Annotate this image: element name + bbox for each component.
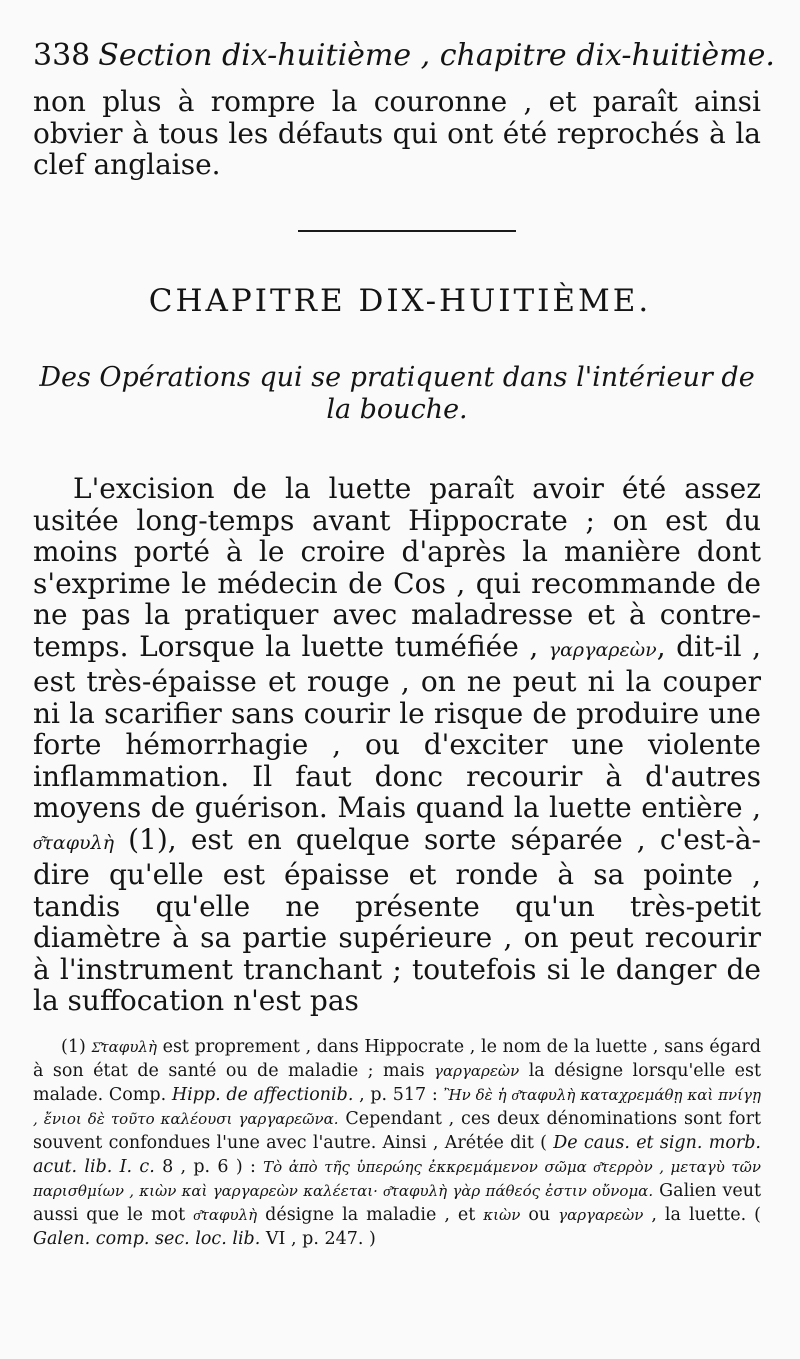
footnote-greek-c: Τὸ ἀπὸ τῆς ὑπερώης ἐκκρεμάμενον σῶμα σ͂τερρὸν , μεταγὺ τῶν παρισθμίων , κιὼν καὶ γαργαρεὼν καλέεται· σ͂ταφυλὴ γὰρ πάθεός ἐστιν οὔνομα. bbox=[33, 1158, 761, 1200]
running-head-title: Section dix-huitième , chapitre dix-huitième. bbox=[98, 38, 775, 73]
footnote-marker: (1) bbox=[61, 1037, 86, 1057]
body-text-part-2: , dit-il , est très-épaisse et rouge , on ne peut ni la couper ni la scarifier sans courir le risque de produire une forte hémorrhagie , ou d'exciter une violente inflammation. Il faut donc recourir à d'autres moyens de guérison. Mais quand la luette entière , bbox=[33, 629, 761, 824]
footnote-greek-d: σ͂ταφυλὴ bbox=[193, 1206, 258, 1224]
body-paragraph bbox=[33, 473, 761, 1017]
footnote-greek-a: γαργαρεὼν bbox=[434, 1062, 520, 1080]
body-text-part-1: L'excision de la luette paraît avoir été assez usitée long-temps avant Hippocrate ; on est du moins porté à le croire d'après la manière dont s'exprime le médecin de Cos , qui recommande de ne pas la pratiquer avec maladresse et à contre-temps. Lorsque la luette tuméfiée , bbox=[33, 472, 761, 663]
footnote-reference-hippocrates: Hipp. de affectionib. bbox=[171, 1085, 354, 1105]
footnote-greek-f: γαργαρεὼν bbox=[558, 1206, 644, 1224]
footnote-paragraph bbox=[33, 1035, 761, 1251]
body-text bbox=[33, 473, 761, 1017]
chapter-subtitle: Des Opérations qui se pratiquent dans l'intérieur de la bouche. bbox=[39, 362, 755, 425]
section-divider-rule bbox=[298, 230, 516, 232]
footnote-text-2: la désigne lorsqu'elle est malade. Comp. bbox=[33, 1061, 761, 1105]
running-head bbox=[33, 38, 775, 74]
footnote-text-8: ou bbox=[520, 1205, 559, 1225]
greek-term-gargareon: γαργαρεὼν bbox=[548, 638, 657, 661]
page-number: 338 bbox=[33, 38, 91, 73]
chapter-title: CHAPITRE DIX-HUITIÈME. bbox=[148, 283, 652, 319]
footnote-text-10: VI , p. 247. ) bbox=[260, 1229, 376, 1249]
greek-term-staphyle: σ͂ταφυλὴ bbox=[33, 831, 114, 854]
footnote-text-9: , la luette. ( bbox=[643, 1205, 761, 1225]
footnote-text-4: Cependant , ces deux dénominations sont fort souvent confondues l'une avec l'autre. Ainsi , Arétée dit ( bbox=[33, 1109, 761, 1153]
footnote bbox=[33, 1035, 761, 1251]
footnote-text-5: 8 , p. 6 ) : bbox=[154, 1157, 264, 1177]
footnote-reference-aretaeus: De caus. et sign. morb. acut. lib. I. c. bbox=[33, 1133, 761, 1177]
footnote-greek-lemma: Σ͂ταφυλὴ bbox=[91, 1038, 157, 1056]
footnote-text-1: est proprement , dans Hippocrate , le nom de la luette , sans égard à son état de santé ou de maladie ; mais bbox=[33, 1037, 761, 1081]
footnote-text-6: Galien veut aussi que le mot bbox=[33, 1181, 762, 1225]
body-text-part-3: (1), est en quelque sorte séparée , c'est-à-dire qu'elle est épaisse et ronde à sa pointe , tandis qu'elle ne présente qu'un très-petit diamètre à sa partie supérieure , on peut recourir à l'instrument tranchant ; toutefois si le danger de la suffocation n'est pas bbox=[33, 822, 761, 1017]
footnote-greek-e: κιὼν bbox=[483, 1206, 521, 1224]
footnote-reference-galen: Galen. comp. sec. loc. lib. bbox=[33, 1229, 261, 1249]
continuation-paragraph: non plus à rompre la couronne , et paraît ainsi obvier à tous les défauts qui ont été reprochés à la clef anglaise. bbox=[33, 85, 761, 181]
footnote-text-3: , p. 517 : bbox=[353, 1085, 444, 1105]
footnote-text-7: désigne la maladie , et bbox=[257, 1205, 484, 1225]
footnote-greek-b: Ἢν δὲ ἡ σ͂ταφυλὴ καταχρεμάθῃ καὶ πνίγῃ , ἔνιοι δὲ τοῦτο καλέουσι γαργαρεῶνα. bbox=[33, 1086, 761, 1128]
